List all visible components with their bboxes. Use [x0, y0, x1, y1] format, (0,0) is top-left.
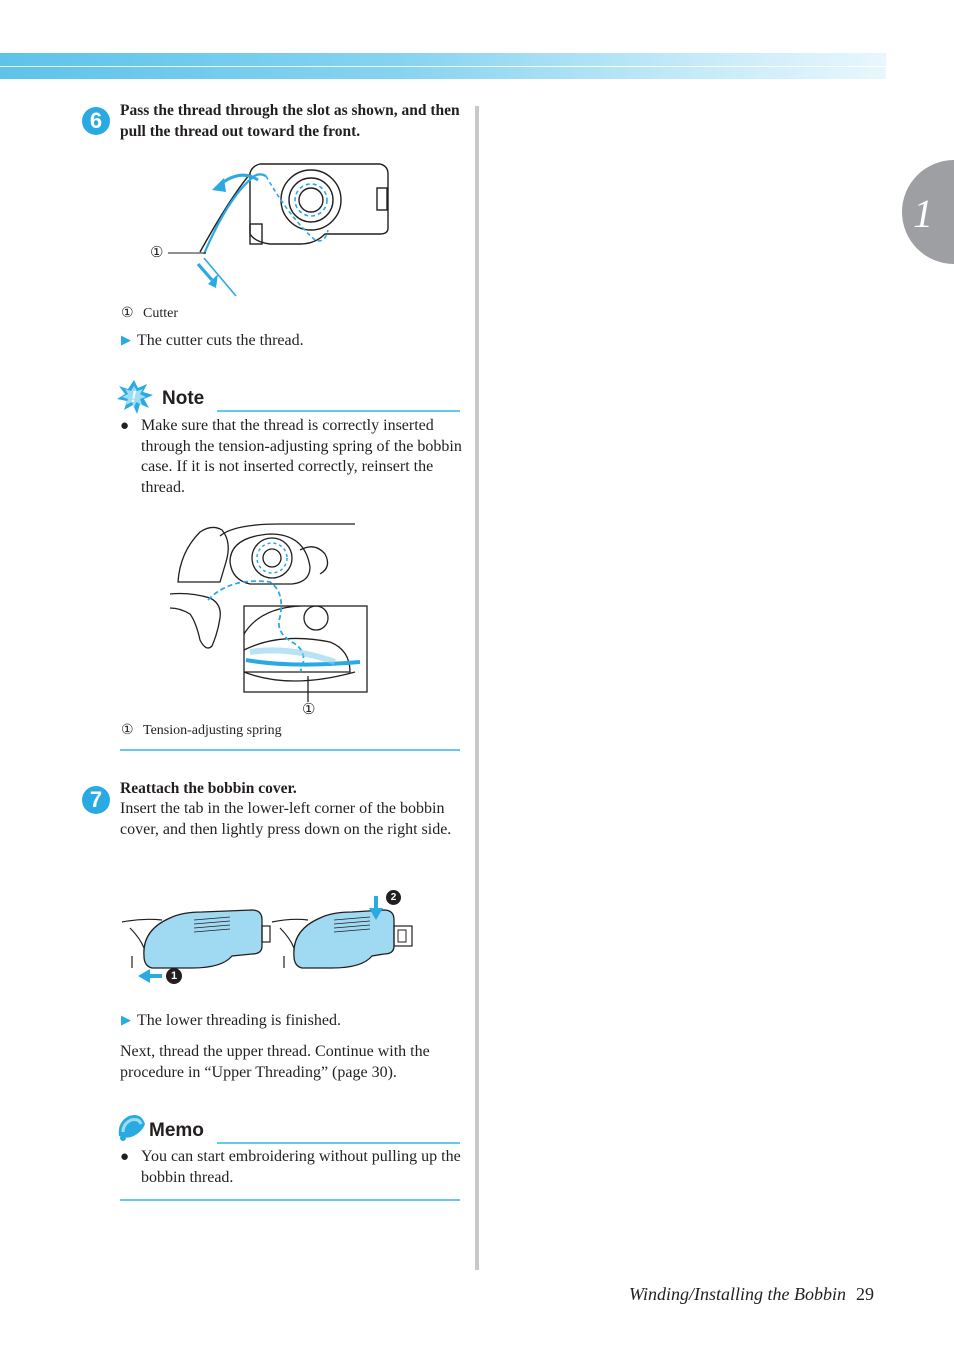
step-7-title: Reattach the bobbin cover.	[120, 780, 297, 797]
note-footer-rule	[120, 749, 460, 751]
step-7-result	[121, 1012, 341, 1030]
step-6-badge: 6	[82, 107, 110, 135]
memo-label: Memo	[149, 1120, 204, 1141]
step-6-result	[121, 332, 304, 350]
memo-bullet	[120, 1147, 465, 1188]
tension-spring-illustration	[160, 522, 375, 694]
footer-section-title: Winding/Installing the Bobbin	[629, 1284, 846, 1304]
note-header	[115, 378, 460, 412]
filled-circle-icon: ●	[120, 1149, 130, 1165]
callout-1: 1	[166, 968, 182, 984]
note-bullet-text: Make sure that the thread is correctly inserted through the tension-adjusting spring of the bobbin case. If it is not inserted correctly, reinsert the thread.	[141, 417, 462, 496]
filled-circle-icon: ●	[120, 418, 130, 434]
page-footer	[629, 1284, 874, 1305]
cutter-caption-number: ①	[121, 306, 134, 321]
triangle-right-icon: ▶	[121, 1012, 131, 1027]
callout-2: 2	[386, 890, 401, 905]
note-header-rule	[217, 410, 460, 412]
step-6-title: Pass the thread through the slot as shown, and then pull the thread out toward the front.	[120, 102, 460, 140]
cutter-illustration	[140, 158, 400, 300]
memo-bullet-text: You can start embroidering without pulling up the bobbin thread.	[141, 1148, 461, 1186]
header-band-line	[0, 66, 886, 67]
spring-caption-number: ①	[121, 723, 134, 738]
memo-footer-rule	[120, 1199, 460, 1201]
step-7-result-text: The lower threading is finished.	[137, 1012, 341, 1029]
step-6-result-text: The cutter cuts the thread.	[137, 332, 304, 349]
memo-header-rule	[217, 1142, 460, 1144]
note-bullet	[120, 416, 465, 498]
spring-caption	[121, 722, 282, 739]
triangle-right-icon: ▶	[121, 332, 131, 347]
column-divider	[475, 106, 479, 1270]
note-label: Note	[162, 388, 205, 409]
memo-header	[115, 1110, 460, 1144]
exclamation-burst-icon	[115, 380, 153, 414]
step-7-next: Next, thread the upper thread. Continue with the procedure in “Upper Threading” (page 30).	[120, 1043, 430, 1081]
chapter-number: 1	[913, 191, 933, 236]
svg-text:!: !	[131, 389, 137, 406]
step-7-body: Insert the tab in the lower-left corner of the bobbin cover, and then lightly press down on the right side.	[120, 800, 452, 838]
cutter-caption-text: Cutter	[143, 306, 178, 321]
spring-caption-text: Tension-adjusting spring	[143, 723, 282, 738]
cutter-caption	[121, 305, 178, 322]
bell-memo-icon	[115, 1112, 147, 1144]
page-number: 29	[856, 1284, 874, 1304]
step-7-badge: 7	[82, 786, 110, 814]
cutter-callout: ①	[150, 245, 164, 261]
spring-callout: ①	[302, 702, 316, 718]
